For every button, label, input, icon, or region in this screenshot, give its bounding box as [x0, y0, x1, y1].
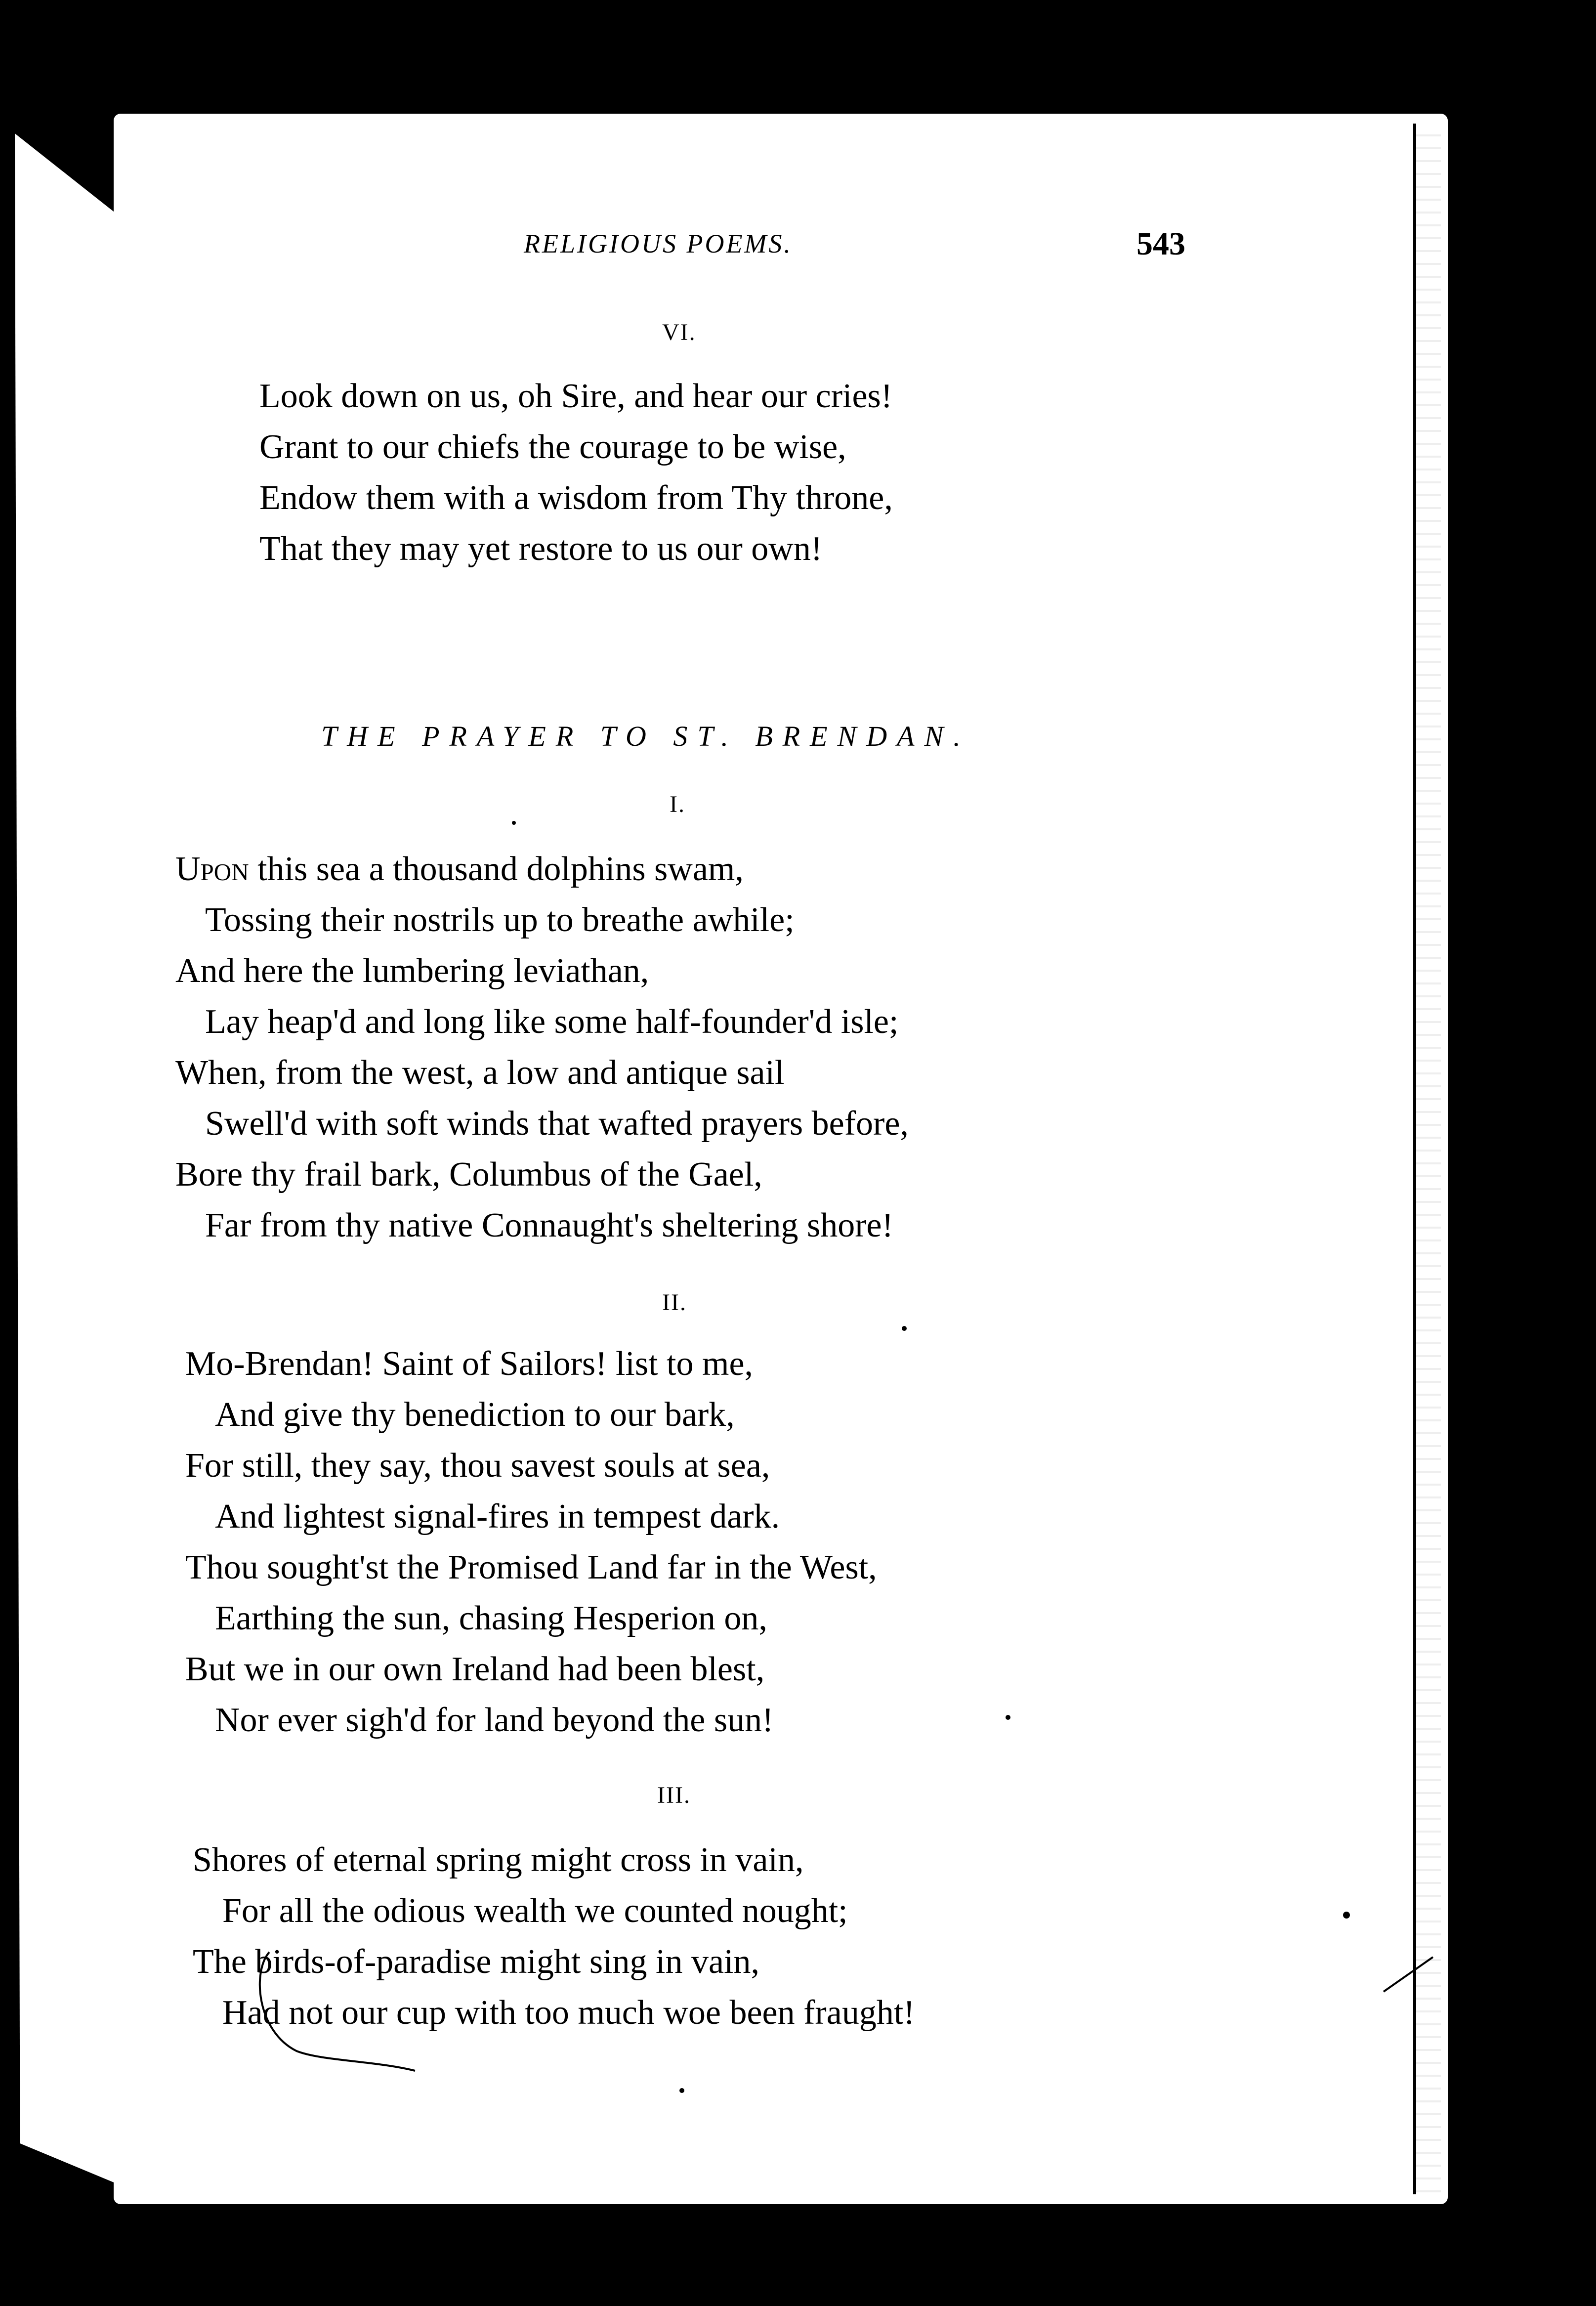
verse-line: Grant to our chiefs the courage to be wise,	[259, 428, 846, 466]
stanza-numeral-iii: III.	[657, 1782, 691, 1808]
speck	[902, 1326, 907, 1331]
verse-line: But we in our own Ireland had been blest,	[185, 1650, 765, 1688]
verse-line: Endow them with a wisdom from Thy throne,	[259, 479, 893, 517]
verse-line: Bore thy frail bark, Columbus of the Gael,	[175, 1155, 762, 1194]
verse-line: For all the odious wealth we counted nought;	[222, 1892, 848, 1930]
verse-line: Thou sought'st the Promised Land far in the West,	[185, 1548, 877, 1586]
verse-line: Shores of eternal spring might cross in vain,	[193, 1841, 804, 1879]
verse-line: Tossing their nostrils up to breathe awhile;	[205, 901, 795, 939]
verse-line: Had not our cup with too much woe been fraught!	[222, 1994, 915, 2032]
stanza-numeral-i: I.	[670, 791, 685, 817]
verse-line: Mo-Brendan! Saint of Sailors! list to me,	[185, 1345, 754, 1383]
stanza-numeral-ii: II.	[662, 1289, 687, 1316]
pencil-bracket-mark	[260, 1952, 415, 2071]
verse-line: Lay heap'd and long like some half-founder'd isle;	[205, 1003, 899, 1041]
speck	[512, 821, 516, 825]
verse-line: Swell'd with soft winds that wafted prayers before,	[205, 1105, 909, 1143]
verse-line: And here the lumbering leviathan,	[175, 952, 649, 990]
verse-line: Look down on us, oh Sire, and hear our cries!	[259, 377, 893, 415]
verse-line: That they may yet restore to us our own!	[259, 530, 823, 568]
verse-line: And give thy benediction to our bark,	[215, 1396, 735, 1434]
speck	[679, 2088, 684, 2093]
verse-line: Far from thy native Connaught's sheltering shore!	[205, 1206, 893, 1244]
page-number: 543	[1136, 226, 1185, 262]
running-title: RELIGIOUS POEMS.	[524, 229, 793, 258]
poem-title: THE PRAYER TO ST. BRENDAN.	[321, 720, 970, 752]
verse-line: When, from the west, a low and antique sail	[175, 1054, 785, 1092]
verse-line: And lightest signal-fires in tempest dark.	[215, 1497, 780, 1536]
verse-line: Earthing the sun, chasing Hesperion on,	[215, 1599, 767, 1637]
margin-stroke	[1384, 1957, 1433, 1992]
opening-word: Upon	[175, 850, 249, 888]
verse-line-rest: this sea a thousand dolphins swam,	[249, 850, 744, 888]
speck	[1006, 1715, 1010, 1720]
verse-line: Nor ever sigh'd for land beyond the sun!	[215, 1701, 774, 1739]
verse-line: For still, they say, thou savest souls at sea,	[185, 1447, 770, 1485]
verse-line: The birds-of-paradise might sing in vain,	[193, 1943, 759, 1981]
section-numeral-vi: VI.	[662, 319, 696, 345]
speck	[1343, 1912, 1350, 1919]
